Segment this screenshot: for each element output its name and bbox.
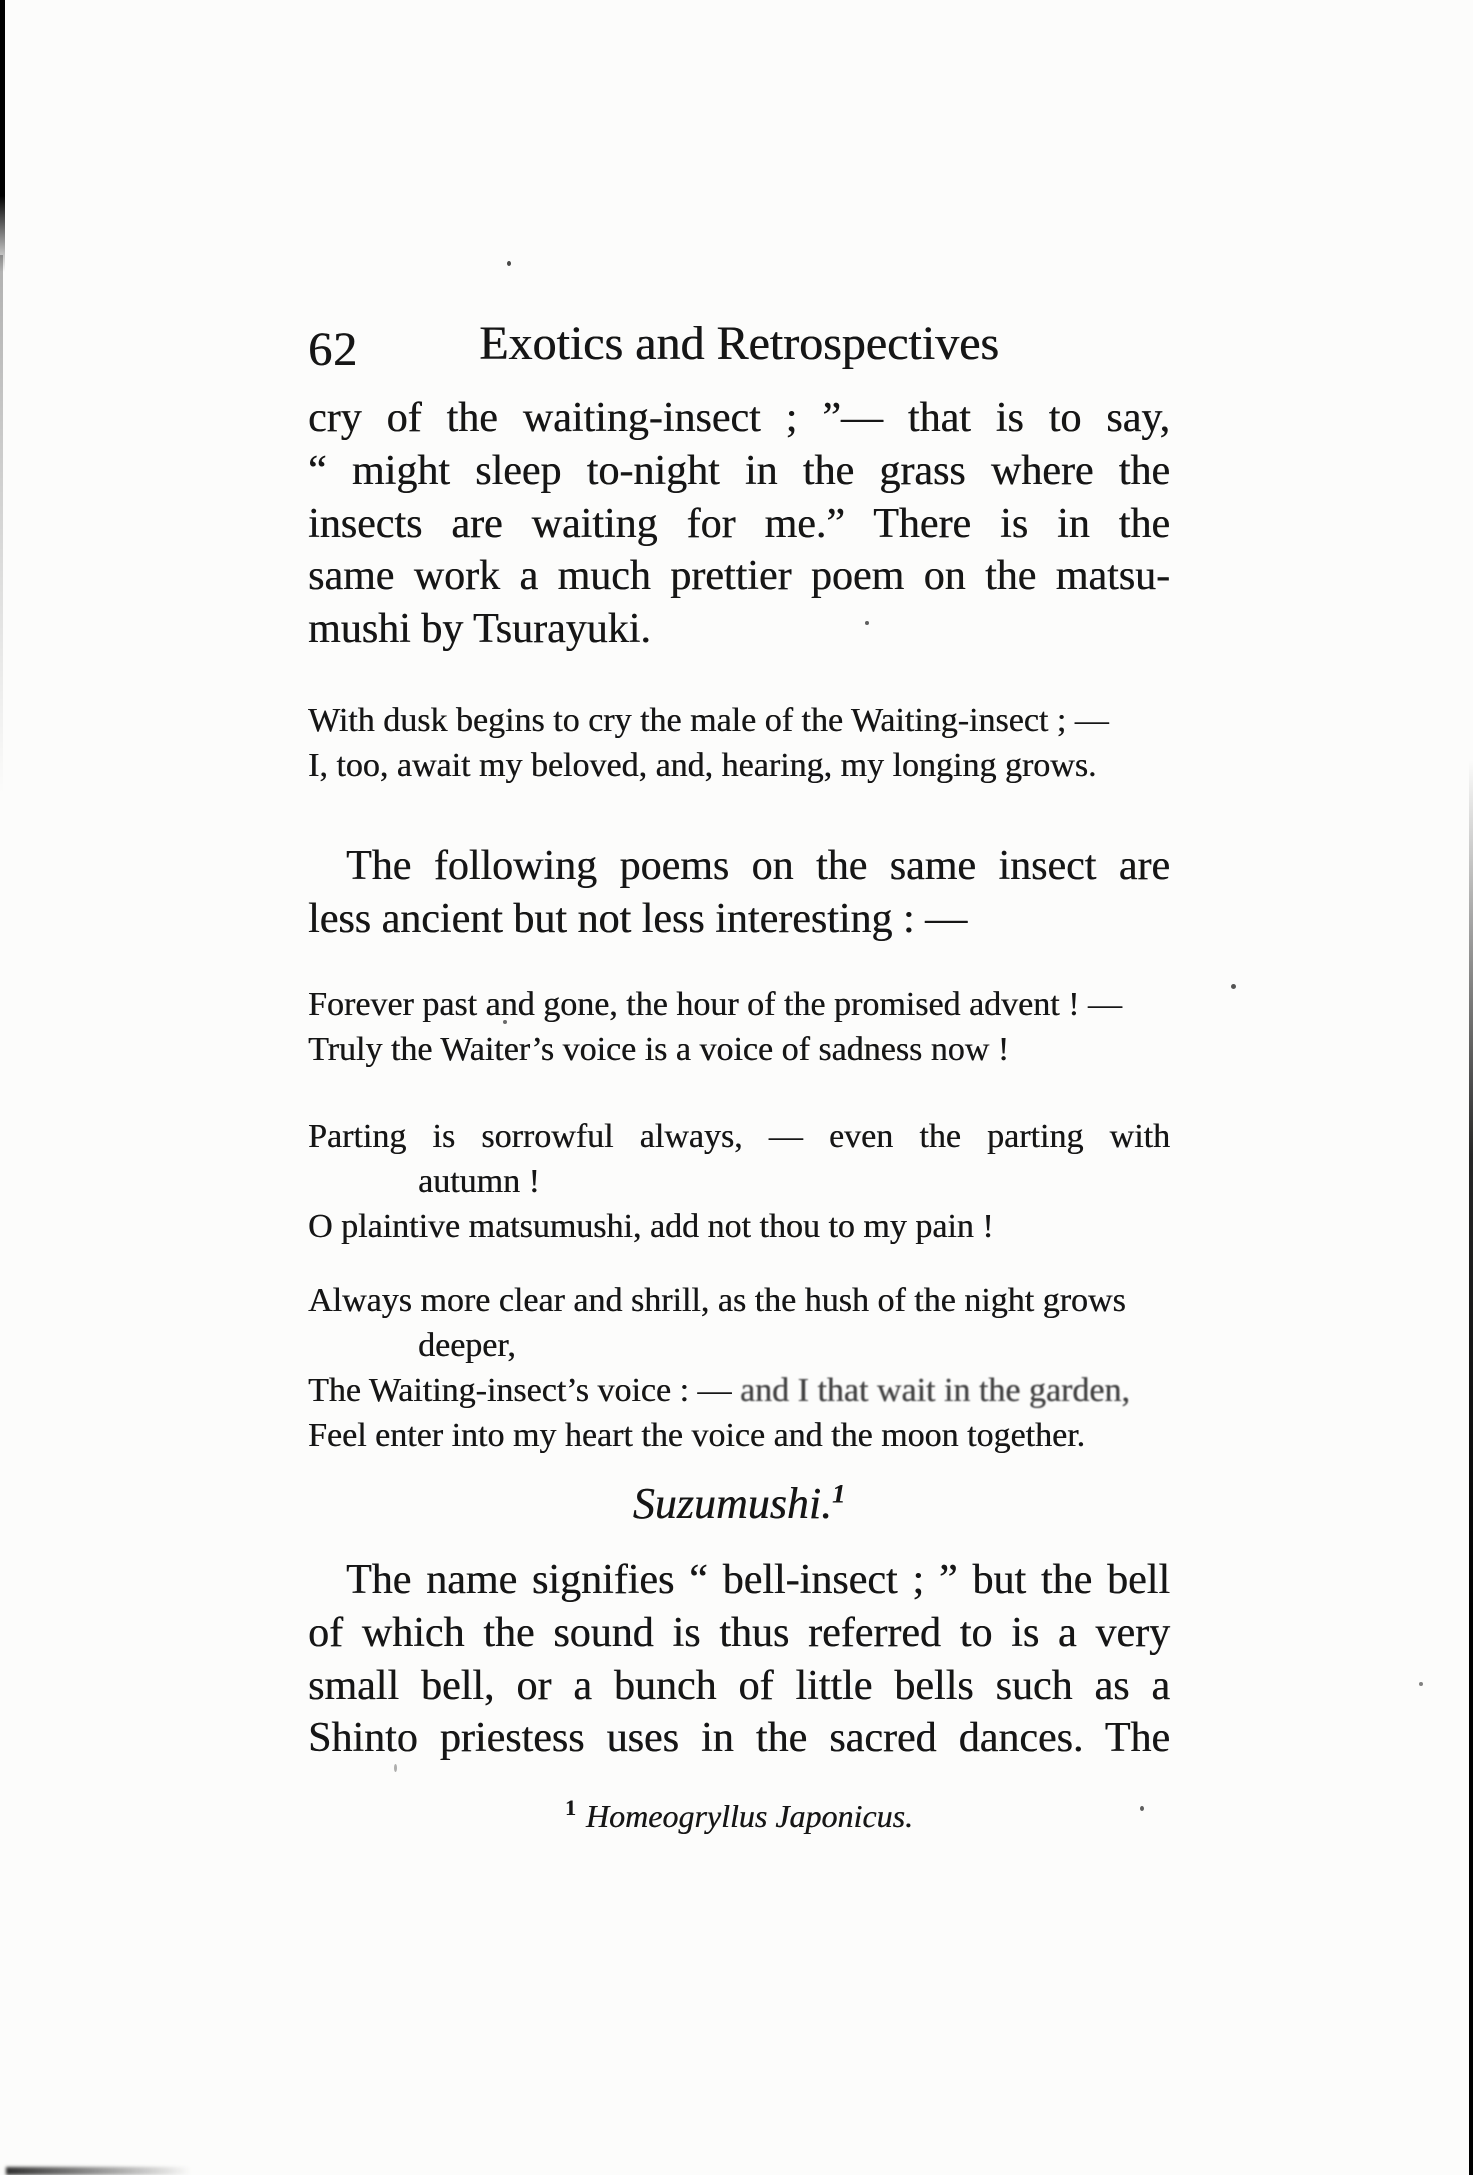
scan-speck: [1231, 984, 1236, 989]
poem-always: [308, 1278, 1170, 1458]
scan-artifact-left-fade: [0, 255, 3, 795]
poem-line: Truly the Waiter’s voice is a voice of sadness now !: [308, 1031, 1010, 1068]
scan-artifact-right-bar: [1469, 760, 1473, 2175]
poem-parting: [308, 1114, 1170, 1249]
poem-line: O plaintive matsumushi, add not thou to my pain !: [308, 1208, 994, 1245]
text-line: cry of the waiting-insect ; ”— that is to say,: [308, 395, 1170, 441]
text-line: The name signifies “ bell-insect ; ” but the bell: [346, 1557, 1170, 1603]
footnote-reference: 1: [832, 1478, 846, 1509]
paragraph-following: [308, 840, 1170, 946]
text-line: small bell, or a bunch of little bells such as a: [308, 1662, 1170, 1709]
scan-artifact-left-bar: [0, 0, 5, 272]
section-heading-suzumushi: [308, 1478, 1170, 1529]
poem-line: Always more clear and shrill, as the hush of the night grows: [308, 1282, 1126, 1319]
poem-line: I, too, await my beloved, and, hearing, my longing grows.: [308, 747, 1097, 784]
poem-line: Feel enter into my heart the voice and the moon together.: [308, 1417, 1086, 1454]
footnote-text: Homeogryllus Japonicus.: [585, 1798, 913, 1834]
running-title: Exotics and Retrospectives: [479, 317, 999, 370]
scan-speck: [394, 1764, 397, 1772]
text-line: Shinto priestess uses in the sacred dances. The: [308, 1715, 1170, 1762]
paragraph-opening: [308, 392, 1170, 656]
footnote-marker: 1: [565, 1796, 576, 1821]
poem-line: With dusk begins to cry the male of the Waiting-insect ; —: [308, 702, 1109, 739]
page-number: 62: [308, 323, 358, 376]
poem-line: Forever past and gone, the hour of the promised advent ! —: [308, 986, 1122, 1023]
poem-line-segment: The Waiting-insect’s voice : —: [308, 1372, 740, 1409]
section-heading-text: Suzumushi.: [632, 1479, 833, 1528]
page-header: [308, 316, 1170, 380]
text-line: insects are waiting for me.” There is in the: [308, 500, 1170, 547]
poem-line-segment-degraded: and I that wait in the garden,: [739, 1372, 1130, 1409]
text-line: “ might sleep to-night in the grass where the: [308, 447, 1170, 494]
paragraph-suzumushi: [308, 1554, 1170, 1765]
text-line: same work a much prettier poem on the matsu-: [308, 553, 1170, 600]
footnote: [308, 1798, 1170, 1835]
text-line: less ancient but not less interesting : —: [308, 895, 968, 942]
text-line: The following poems on the same insect are: [346, 843, 1170, 889]
poem-forever: [308, 982, 1170, 1072]
scan-speck: [507, 261, 511, 266]
scan-speck: [1419, 1682, 1423, 1686]
poem-line: [308, 1368, 1170, 1413]
poem-tsurayuki: [308, 698, 1170, 788]
text-line: mushi by Tsurayuki.: [308, 606, 651, 653]
scan-artifact-bottom-smudge: [6, 2167, 191, 2175]
poem-line: deeper,: [418, 1327, 516, 1364]
poem-line: Parting is sorrowful always, — even the parting with: [308, 1118, 1170, 1155]
poem-line: autumn !: [418, 1163, 540, 1200]
text-line: of which the sound is thus referred to is a very: [308, 1609, 1170, 1656]
